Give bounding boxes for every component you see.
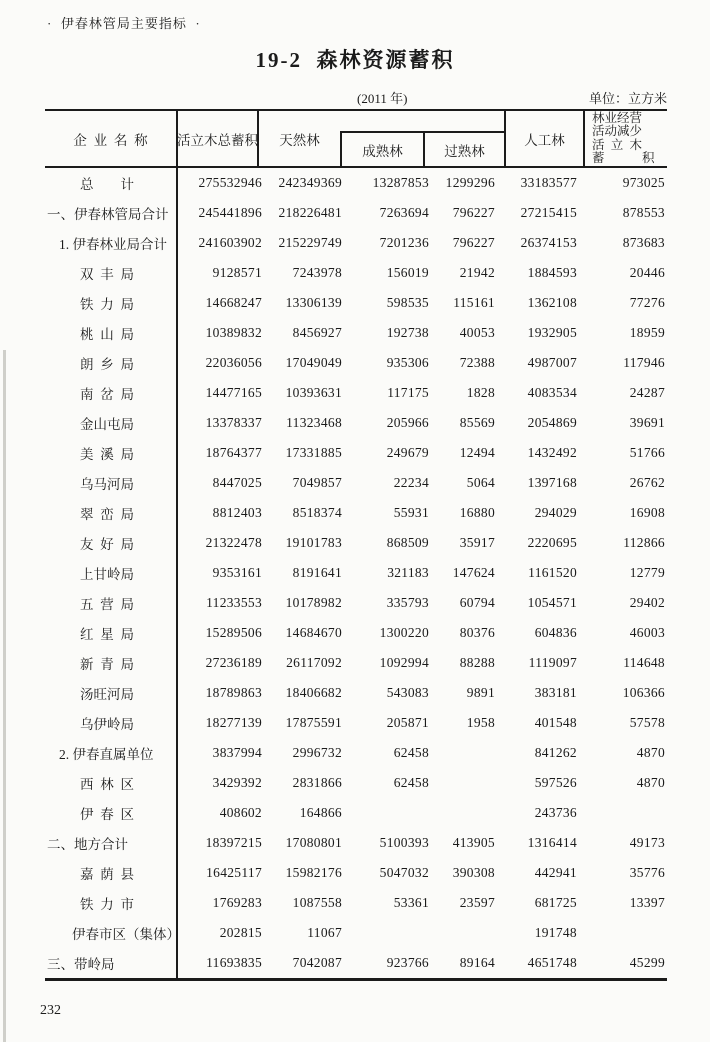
table-row	[45, 378, 667, 408]
value-cell: 1932905	[527, 325, 577, 340]
header-natural-subcolumns-box	[340, 131, 504, 166]
value-cell: 935306	[386, 355, 429, 370]
value-cell: 14668247	[205, 295, 262, 310]
value-cell: 164866	[299, 805, 342, 820]
table-row	[45, 738, 667, 768]
enterprise-name-cell: 西 林 区	[45, 768, 178, 798]
value-cell: 868509	[386, 535, 429, 550]
value-cell: 202815	[219, 925, 262, 940]
value-cell: 77276	[629, 295, 665, 310]
value-cell: 40053	[459, 325, 495, 340]
value-cell: 243736	[534, 805, 577, 820]
value-cell: 192738	[386, 325, 429, 340]
value-cell: 218226481	[278, 205, 342, 220]
table-row	[45, 678, 667, 708]
value-cell: 22036056	[205, 355, 262, 370]
table-body	[45, 168, 667, 978]
value-cell: 7243978	[292, 265, 342, 280]
value-cell: 10178982	[285, 595, 342, 610]
value-cell: 4870	[636, 745, 665, 760]
value-cell: 11323468	[286, 415, 342, 430]
value-cell: 11233553	[206, 595, 262, 610]
enterprise-name-cell: 乌马河局	[45, 468, 178, 498]
value-cell: 16880	[459, 505, 495, 520]
value-cell: 88288	[459, 655, 495, 670]
enterprise-name-cell: 红 星 局	[45, 618, 178, 648]
value-cell: 21322478	[205, 535, 262, 550]
value-cell: 408602	[219, 805, 262, 820]
value-cell: 1300220	[379, 625, 429, 640]
value-cell: 205966	[386, 415, 429, 430]
table-row	[45, 198, 667, 228]
value-cell: 4987007	[527, 355, 577, 370]
enterprise-name-cell: 五 营 局	[45, 588, 178, 618]
value-cell: 13397	[629, 895, 665, 910]
value-cell: 85569	[459, 415, 495, 430]
value-cell: 13378337	[205, 415, 262, 430]
value-cell: 156019	[386, 265, 429, 280]
value-cell: 14684670	[285, 625, 342, 640]
value-cell: 80376	[459, 625, 495, 640]
header-planted-forest: 人工林	[504, 111, 585, 166]
value-cell: 5100393	[379, 835, 429, 850]
value-cell: 19101783	[285, 535, 342, 550]
value-cell: 17875591	[285, 715, 342, 730]
enterprise-name-cell: 汤旺河局	[45, 678, 178, 708]
enterprise-name-cell: 伊 春 区	[45, 798, 178, 828]
enterprise-name-cell: 朗 乡 局	[45, 348, 178, 378]
value-cell: 796227	[452, 235, 495, 250]
value-cell: 1397168	[527, 475, 577, 490]
value-cell: 335793	[386, 595, 429, 610]
value-cell: 13306139	[285, 295, 342, 310]
value-cell: 112866	[623, 535, 665, 550]
value-cell	[429, 918, 495, 948]
value-cell: 89164	[459, 955, 495, 970]
value-cell: 390308	[452, 865, 495, 880]
section-breadcrumb: · 伊春林管局主要指标 ·	[47, 16, 201, 31]
value-cell: 33183577	[520, 175, 577, 190]
table-row	[45, 228, 667, 258]
header-forestry-reduction-line: 林业经营	[592, 110, 643, 125]
value-cell: 22234	[393, 475, 429, 490]
value-cell: 242349369	[278, 175, 342, 190]
value-cell: 1316414	[527, 835, 577, 850]
header-forestry-reduction-line: 活动减少	[592, 124, 643, 138]
value-cell: 294029	[534, 505, 577, 520]
value-cell: 321183	[387, 565, 429, 580]
table-row	[45, 288, 667, 318]
header-mature-forest: 成熟林	[342, 133, 425, 166]
value-cell: 18764377	[205, 445, 262, 460]
enterprise-name-cell: 金山屯局	[45, 408, 178, 438]
table-row	[45, 348, 667, 378]
value-cell: 35776	[629, 865, 665, 880]
value-cell: 543083	[386, 685, 429, 700]
scan-edge-artifact	[3, 350, 6, 1042]
value-cell: 24287	[629, 385, 665, 400]
value-cell: 15982176	[285, 865, 342, 880]
value-cell: 191748	[534, 925, 577, 940]
value-cell: 39691	[629, 415, 665, 430]
value-cell	[577, 798, 665, 828]
value-cell: 1362108	[527, 295, 577, 310]
value-cell: 62458	[393, 775, 429, 790]
enterprise-name-cell: 伊春市区（集体）	[45, 918, 178, 948]
table-row	[45, 168, 667, 198]
page-number: 232	[40, 1003, 61, 1018]
value-cell: 383181	[534, 685, 577, 700]
unit-label: 单位：立方米	[588, 91, 667, 106]
value-cell: 7049857	[292, 475, 342, 490]
value-cell: 16908	[629, 505, 665, 520]
table-row	[45, 858, 667, 888]
value-cell: 17049049	[285, 355, 342, 370]
table-row	[45, 618, 667, 648]
table-row	[45, 798, 667, 828]
value-cell: 8456927	[292, 325, 342, 340]
table-row	[45, 438, 667, 468]
value-cell: 18406682	[285, 685, 342, 700]
table-row	[45, 558, 667, 588]
value-cell	[577, 918, 665, 948]
value-cell: 841262	[534, 745, 577, 760]
value-cell: 26762	[629, 475, 665, 490]
value-cell	[342, 798, 429, 828]
value-cell: 23597	[459, 895, 495, 910]
value-cell: 401548	[534, 715, 577, 730]
value-cell: 9128571	[212, 265, 262, 280]
value-cell: 1161520	[528, 565, 577, 580]
header-natural-forest: 天然林	[279, 132, 320, 148]
value-cell: 873683	[622, 235, 665, 250]
value-cell: 18959	[629, 325, 665, 340]
value-cell: 1092994	[379, 655, 429, 670]
table-row	[45, 948, 667, 978]
value-cell: 45299	[629, 955, 665, 970]
value-cell: 16425117	[206, 865, 262, 880]
value-cell: 241603902	[198, 235, 262, 250]
table-row	[45, 708, 667, 738]
enterprise-name-cell: 上甘岭局	[45, 558, 178, 588]
value-cell: 18397215	[205, 835, 262, 850]
value-cell: 923766	[386, 955, 429, 970]
table-row	[45, 528, 667, 558]
table-row	[45, 888, 667, 918]
value-cell	[429, 768, 495, 798]
value-cell: 215229749	[278, 235, 342, 250]
table-row	[45, 498, 667, 528]
value-cell: 29402	[629, 595, 665, 610]
value-cell: 8191641	[292, 565, 342, 580]
value-cell: 26117092	[286, 655, 342, 670]
value-cell: 1299296	[445, 175, 495, 190]
enterprise-name-cell: 一、伊春林管局合计	[45, 198, 178, 228]
value-cell: 114648	[623, 655, 665, 670]
value-cell: 35917	[459, 535, 495, 550]
value-cell: 147624	[452, 565, 495, 580]
value-cell: 115161	[453, 295, 495, 310]
value-cell: 12779	[629, 565, 665, 580]
value-cell: 55931	[393, 505, 429, 520]
value-cell: 18789863	[205, 685, 262, 700]
value-cell: 442941	[534, 865, 577, 880]
value-cell: 7201236	[379, 235, 429, 250]
value-cell: 27236189	[205, 655, 262, 670]
enterprise-name-cell: 美 溪 局	[45, 438, 178, 468]
header-forestry-reduction	[585, 111, 667, 166]
value-cell: 7263694	[379, 205, 429, 220]
table-header-row	[45, 111, 667, 168]
value-cell: 62458	[393, 745, 429, 760]
header-forestry-reduction-line: 活 立 木	[592, 137, 643, 152]
value-cell: 1884593	[527, 265, 577, 280]
value-cell: 9891	[466, 685, 495, 700]
table-row	[45, 768, 667, 798]
enterprise-name-cell: 南 岔 局	[45, 378, 178, 408]
value-cell: 3837994	[212, 745, 262, 760]
forest-stock-table	[45, 109, 667, 981]
table-row	[45, 588, 667, 618]
enterprise-name-cell: 双 丰 局	[45, 258, 178, 288]
value-cell: 14477165	[205, 385, 262, 400]
enterprise-name-cell: 三、带岭局	[45, 948, 178, 978]
table-row	[45, 468, 667, 498]
header-total-standing-stock: 活立木总蓄积	[178, 111, 259, 166]
value-cell: 18277139	[205, 715, 262, 730]
value-cell: 51766	[629, 445, 665, 460]
value-cell: 604836	[534, 625, 577, 640]
value-cell: 1828	[466, 385, 495, 400]
value-cell: 2220695	[527, 535, 577, 550]
value-cell: 21942	[459, 265, 495, 280]
value-cell: 49173	[629, 835, 665, 850]
value-cell: 4083534	[527, 385, 577, 400]
enterprise-name-cell: 乌伊岭局	[45, 708, 178, 738]
value-cell	[342, 918, 429, 948]
value-cell: 27215415	[520, 205, 577, 220]
value-cell: 57578	[629, 715, 665, 730]
value-cell: 681725	[534, 895, 577, 910]
value-cell: 4651748	[527, 955, 577, 970]
enterprise-name-cell: 嘉 荫 县	[45, 858, 178, 888]
table-row	[45, 918, 667, 948]
value-cell: 15289506	[205, 625, 262, 640]
value-cell: 597526	[534, 775, 577, 790]
value-cell: 205871	[386, 715, 429, 730]
value-cell: 10389832	[205, 325, 262, 340]
value-cell: 973025	[622, 175, 665, 190]
value-cell: 8447025	[212, 475, 262, 490]
value-cell: 72388	[459, 355, 495, 370]
table-row	[45, 408, 667, 438]
table-row	[45, 258, 667, 288]
value-cell: 3429392	[212, 775, 262, 790]
value-cell: 11693835	[206, 955, 262, 970]
table-row	[45, 828, 667, 858]
value-cell: 11067	[307, 925, 342, 940]
value-cell: 598535	[386, 295, 429, 310]
value-cell: 5047032	[379, 865, 429, 880]
value-cell	[429, 738, 495, 768]
value-cell: 10393631	[285, 385, 342, 400]
value-cell: 1087558	[292, 895, 342, 910]
value-cell: 275532946	[198, 175, 262, 190]
value-cell	[429, 798, 495, 828]
value-cell: 1119097	[528, 655, 577, 670]
value-cell: 17331885	[285, 445, 342, 460]
value-cell: 60794	[459, 595, 495, 610]
header-overmature-forest: 过熟林	[444, 143, 485, 159]
page-title: 19-2 森林资源蓄积	[255, 48, 455, 72]
value-cell: 9353161	[212, 565, 262, 580]
enterprise-name-cell: 铁 力 市	[45, 888, 178, 918]
value-cell: 1054571	[527, 595, 577, 610]
year-subtitle: (2011 年)	[357, 91, 408, 106]
enterprise-name-cell: 友 好 局	[45, 528, 178, 558]
value-cell: 7042087	[292, 955, 342, 970]
value-cell: 4870	[636, 775, 665, 790]
value-cell: 8812403	[212, 505, 262, 520]
value-cell: 1958	[466, 715, 495, 730]
enterprise-name-cell: 桃 山 局	[45, 318, 178, 348]
enterprise-name-cell: 铁 力 局	[45, 288, 178, 318]
enterprise-name-cell: 新 青 局	[45, 648, 178, 678]
value-cell: 2996732	[292, 745, 342, 760]
value-cell: 12494	[459, 445, 495, 460]
value-cell: 2831866	[292, 775, 342, 790]
header-forestry-reduction-line: 蓄 积	[592, 151, 655, 165]
value-cell: 2054869	[527, 415, 577, 430]
value-cell: 53361	[393, 895, 429, 910]
value-cell: 413905	[452, 835, 495, 850]
value-cell: 878553	[622, 205, 665, 220]
value-cell: 20446	[629, 265, 665, 280]
enterprise-name-cell: 1. 伊春林业局合计	[45, 228, 178, 258]
header-natural-forest-group	[259, 111, 504, 166]
value-cell: 1769283	[212, 895, 262, 910]
value-cell: 8518374	[292, 505, 342, 520]
enterprise-name-cell: 总 计	[45, 168, 178, 198]
table-row	[45, 648, 667, 678]
value-cell: 245441896	[198, 205, 262, 220]
value-cell: 117175	[387, 385, 429, 400]
header-enterprise-name: 企 业 名 称	[45, 111, 178, 166]
value-cell: 26374153	[520, 235, 577, 250]
value-cell: 13287853	[372, 175, 429, 190]
value-cell: 1432492	[527, 445, 577, 460]
enterprise-name-cell: 2. 伊春直属单位	[45, 738, 178, 768]
enterprise-name-cell: 二、地方合计	[45, 828, 178, 858]
table-row	[45, 318, 667, 348]
enterprise-name-cell: 翠 峦 局	[45, 498, 178, 528]
value-cell: 117946	[623, 355, 665, 370]
value-cell: 249679	[386, 445, 429, 460]
value-cell: 46003	[629, 625, 665, 640]
value-cell: 106366	[622, 685, 665, 700]
value-cell: 5064	[466, 475, 495, 490]
value-cell: 796227	[452, 205, 495, 220]
value-cell: 17080801	[285, 835, 342, 850]
